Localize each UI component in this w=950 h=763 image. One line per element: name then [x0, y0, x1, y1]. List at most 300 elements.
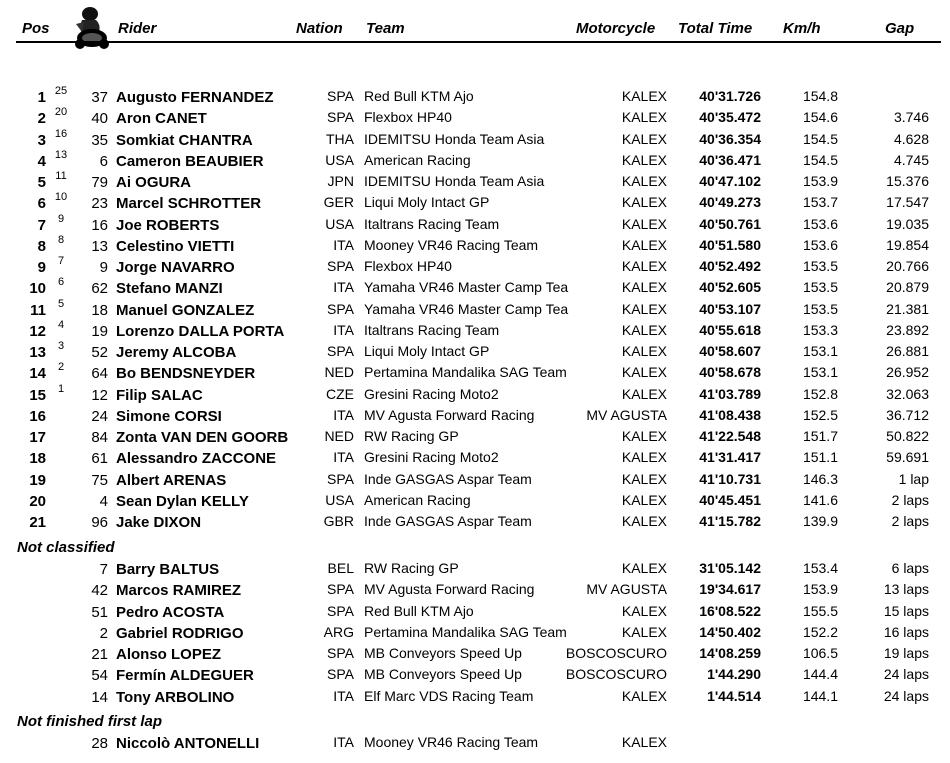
nation: USA	[325, 215, 354, 232]
rider-number: 42	[91, 582, 108, 600]
total-time: 40'36.471	[699, 151, 761, 168]
motorcycle: KALEX	[621, 364, 667, 381]
speed-kmh: 146.3	[802, 470, 838, 487]
rider-number: 64	[91, 365, 108, 383]
gap: 26.952	[886, 364, 929, 381]
speed-kmh: 154.6	[802, 109, 838, 126]
nation: ITA	[333, 734, 354, 750]
team-name: Inde GASGAS Aspar Team	[364, 513, 532, 529]
motorcycle: KALEX	[621, 513, 667, 529]
speed-kmh: 153.7	[802, 194, 838, 211]
rider-name: Fermín ALDEGUER	[116, 667, 254, 685]
gap: 15 laps	[883, 602, 929, 619]
points: 6	[57, 276, 65, 289]
rider-name: Celestino VIETTI	[116, 237, 235, 255]
table-row	[0, 513, 950, 534]
nation: THA	[326, 130, 354, 147]
team-name: American Racing	[364, 491, 471, 508]
team-name: Italtrans Racing Team	[364, 321, 500, 338]
motorcycle: KALEX	[621, 321, 667, 338]
gap: 20.766	[886, 258, 929, 274]
total-time: 14'50.402	[699, 623, 761, 640]
header-gap: Gap	[885, 20, 915, 37]
team-name: Mooney VR46 Racing Team	[364, 236, 539, 253]
gap: 26.881	[886, 343, 929, 359]
rider-name: Bo BENDSNEYDER	[116, 365, 256, 383]
table-row	[0, 340, 950, 364]
table-row	[0, 471, 950, 492]
motorcycle: KALEX	[621, 470, 667, 487]
table-row	[0, 734, 950, 755]
rider-number: 35	[91, 131, 108, 149]
motorcycle: MV AGUSTA	[586, 406, 667, 423]
rider-name: Simone CORSI	[116, 407, 222, 425]
team-name: Pertamina Mandalika SAG Team	[364, 623, 567, 640]
rider-number: 9	[99, 259, 108, 276]
nation: SPA	[327, 470, 354, 487]
points: 9	[57, 212, 65, 225]
speed-kmh: 152.2	[802, 623, 838, 640]
total-time: 40'36.354	[699, 130, 761, 147]
position: 16	[29, 407, 46, 425]
total-time: 40'31.726	[699, 88, 761, 104]
table-row	[0, 233, 950, 258]
nation: ITA	[333, 406, 354, 423]
rider-number: 24	[91, 407, 108, 425]
total-time: 41'03.789	[699, 385, 761, 402]
table-row	[0, 645, 950, 666]
rider-name: Barry BALTUS	[116, 561, 220, 578]
team-name: IDEMITSU Honda Team Asia	[364, 130, 545, 147]
table-row	[0, 428, 950, 449]
gap: 3.746	[893, 109, 929, 126]
total-time: 40'45.451	[699, 491, 761, 508]
rider-name: Tony ARBOLINO	[116, 688, 235, 706]
team-name: Flexbox HP40	[364, 258, 452, 274]
total-time: 41'31.417	[699, 449, 761, 466]
gap: 2 laps	[891, 513, 929, 529]
rider-name: Filip SALAC	[116, 386, 203, 404]
rider-number: 37	[91, 89, 108, 106]
table-row	[0, 276, 950, 300]
points: 10	[54, 191, 68, 204]
nation: SPA	[327, 300, 354, 317]
team-name: Inde GASGAS Aspar Team	[364, 470, 532, 487]
total-time: 40'58.607	[699, 343, 761, 359]
team-name: Red Bull KTM Ajo	[364, 88, 474, 104]
gap: 50.822	[886, 428, 929, 444]
points: 7	[57, 255, 65, 267]
team-name: Pertamina Mandalika SAG Team	[364, 364, 567, 381]
motorcycle-rider-icon	[72, 4, 112, 52]
rider-name: Albert ARENAS	[116, 471, 227, 489]
motorcycle: KALEX	[621, 560, 667, 576]
motorcycle: KALEX	[621, 428, 667, 444]
motorcycle: KALEX	[621, 491, 667, 508]
gap: 13 laps	[883, 581, 929, 598]
table-row	[0, 170, 950, 194]
motorcycle: KALEX	[621, 734, 667, 750]
gap: 16 laps	[883, 623, 929, 640]
rider-number: 2	[99, 624, 108, 642]
position: 9	[37, 259, 46, 276]
rider-name: Ai OGURA	[116, 174, 191, 191]
header-nation: Nation	[296, 20, 343, 37]
rider-name: Jeremy ALCOBA	[116, 344, 237, 361]
speed-kmh: 153.5	[802, 300, 838, 317]
points: 13	[54, 148, 68, 161]
nation: SPA	[327, 602, 354, 619]
rider-number: 23	[91, 195, 108, 213]
section-label: Not classified	[17, 539, 115, 556]
nation: USA	[325, 491, 354, 508]
nation: ITA	[333, 449, 354, 466]
speed-kmh: 144.1	[802, 687, 838, 704]
nation: BEL	[327, 560, 354, 576]
total-time: 40'53.107	[699, 300, 761, 317]
gap: 24 laps	[883, 687, 929, 704]
total-time: 1'44.514	[707, 687, 761, 704]
rider-number: 6	[99, 152, 108, 170]
nation: ITA	[333, 321, 354, 338]
team-name: IDEMITSU Honda Team Asia	[364, 173, 545, 189]
gap: 6 laps	[891, 560, 929, 576]
table-row	[0, 361, 950, 385]
motorcycle: KALEX	[621, 173, 667, 189]
gap: 59.691	[886, 449, 929, 466]
total-time: 19'34.617	[699, 581, 761, 598]
rider-name: Manuel GONZALEZ	[116, 301, 255, 319]
points: 20	[54, 106, 68, 119]
position: 4	[37, 152, 46, 170]
team-name: Italtrans Racing Team	[364, 215, 500, 232]
rider-name: Lorenzo DALLA PORTA	[116, 322, 285, 340]
position: 17	[29, 429, 46, 446]
table-row	[0, 407, 950, 428]
team-name: Gresini Racing Moto2	[364, 449, 499, 466]
speed-kmh: 153.3	[802, 321, 838, 338]
points: 3	[57, 340, 65, 352]
table-row	[0, 603, 950, 624]
speed-kmh: 153.5	[802, 258, 838, 274]
team-name: Yamaha VR46 Master Camp Tea	[364, 300, 569, 317]
table-row	[0, 255, 950, 279]
rider-number: 12	[91, 386, 108, 404]
motorcycle: KALEX	[621, 130, 667, 147]
nation: SPA	[327, 666, 354, 683]
motorcycle: KALEX	[621, 236, 667, 253]
speed-kmh: 154.8	[802, 88, 838, 104]
rider-number: 84	[91, 429, 108, 446]
team-name: MV Agusta Forward Racing	[364, 581, 535, 598]
total-time: 14'08.259	[699, 645, 761, 661]
gap: 36.712	[886, 406, 929, 423]
rider-name: Aron CANET	[116, 110, 207, 128]
motorcycle: BOSCOSCURO	[565, 666, 667, 683]
rider-name: Joe ROBERTS	[116, 216, 220, 234]
position: 3	[37, 131, 46, 149]
team-name: RW Racing GP	[364, 428, 459, 444]
speed-kmh: 144.4	[802, 666, 838, 683]
speed-kmh: 152.5	[802, 406, 838, 423]
team-name: Mooney VR46 Racing Team	[364, 734, 539, 750]
speed-kmh: 153.6	[802, 215, 838, 232]
rider-name: Gabriel RODRIGO	[116, 624, 244, 642]
gap: 23.892	[886, 321, 929, 338]
table-row	[0, 560, 950, 581]
total-time: 40'49.273	[699, 194, 761, 211]
position: 14	[29, 365, 46, 383]
table-row	[0, 106, 950, 130]
gap: 1 lap	[898, 470, 929, 487]
total-time: 31'05.142	[699, 560, 761, 576]
motorcycle: KALEX	[621, 258, 667, 274]
total-time: 41'10.731	[699, 470, 761, 487]
speed-kmh: 154.5	[802, 130, 838, 147]
points: 8	[57, 233, 65, 246]
speed-kmh: 151.1	[802, 449, 838, 466]
nation: CZE	[326, 385, 354, 402]
speed-kmh: 153.6	[802, 236, 838, 253]
total-time: 40'55.618	[699, 321, 761, 338]
gap: 32.063	[886, 385, 929, 402]
total-time: 40'47.102	[699, 173, 761, 189]
speed-kmh: 153.1	[802, 343, 838, 359]
position: 11	[30, 301, 46, 319]
total-time: 40'52.492	[699, 258, 761, 274]
speed-kmh: 151.7	[802, 428, 838, 444]
team-name: RW Racing GP	[364, 560, 459, 576]
motorcycle: KALEX	[621, 385, 667, 402]
position: 12	[29, 322, 46, 340]
speed-kmh: 153.1	[802, 364, 838, 381]
rider-name: Niccolò ANTONELLI	[116, 735, 260, 752]
points: 16	[54, 127, 68, 140]
header-divider	[16, 41, 941, 43]
total-time: 41'22.548	[699, 428, 761, 444]
position: 2	[37, 110, 46, 128]
rider-number: 7	[99, 561, 108, 578]
motorcycle: KALEX	[621, 300, 667, 317]
team-name: Gresini Racing Moto2	[364, 385, 499, 402]
header-pos: Pos	[22, 20, 50, 37]
rider-name: Stefano MANZI	[116, 280, 223, 298]
rider-number: 96	[91, 514, 108, 531]
gap: 24 laps	[883, 666, 929, 683]
position: 18	[29, 450, 46, 468]
speed-kmh: 152.8	[802, 385, 838, 402]
team-name: Flexbox HP40	[364, 109, 452, 126]
speed-kmh: 154.5	[802, 151, 838, 168]
position: 5	[37, 174, 46, 191]
total-time: 40'58.678	[699, 364, 761, 381]
rider-name: Cameron BEAUBIER	[116, 152, 264, 170]
position: 1	[37, 89, 46, 106]
points: 4	[57, 318, 65, 331]
table-row	[0, 191, 950, 215]
motorcycle: KALEX	[621, 88, 667, 104]
section-label: Not finished first lap	[17, 713, 163, 730]
position: 15	[29, 386, 46, 404]
total-time: 40'51.580	[699, 236, 761, 253]
table-row	[0, 449, 950, 470]
total-time: 40'35.472	[699, 109, 761, 126]
gap: 4.745	[893, 151, 929, 168]
rider-number: 16	[91, 216, 108, 234]
rider-name: Zonta VAN DEN GOORB	[116, 429, 289, 446]
nation: SPA	[327, 109, 354, 126]
rider-name: Marcel SCHROTTER	[116, 195, 262, 213]
team-name: Liqui Moly Intact GP	[364, 194, 490, 211]
team-name: MB Conveyors Speed Up	[364, 666, 522, 683]
total-time: 1'44.290	[707, 666, 761, 683]
rider-number: 54	[91, 667, 108, 685]
rider-name: Jorge NAVARRO	[116, 259, 235, 276]
points: 5	[57, 297, 65, 310]
rider-number: 21	[91, 646, 108, 663]
nation: GER	[323, 194, 354, 211]
rider-name: Alonso LOPEZ	[116, 646, 221, 663]
position: 13	[29, 344, 46, 361]
nation: GBR	[323, 513, 354, 529]
rider-number: 75	[91, 471, 108, 489]
rider-name: Alessandro ZACCONE	[116, 450, 277, 468]
motorcycle: KALEX	[621, 343, 667, 359]
motorcycle: KALEX	[621, 151, 667, 168]
table-row	[0, 492, 950, 513]
team-name: MV Agusta Forward Racing	[364, 406, 535, 423]
rider-name: Pedro ACOSTA	[116, 603, 225, 621]
team-name: Yamaha VR46 Master Camp Tea	[364, 279, 569, 296]
points: 1	[57, 382, 65, 395]
motorcycle: MV AGUSTA	[586, 581, 667, 598]
position: 21	[29, 514, 46, 531]
motorcycle: KALEX	[621, 687, 667, 704]
table-row	[0, 148, 950, 173]
table-row	[0, 297, 950, 322]
table-row	[0, 212, 950, 237]
header-total-time: Total Time	[678, 20, 753, 37]
header-motorcycle: Motorcycle	[576, 20, 656, 37]
table-row	[0, 666, 950, 687]
nation: SPA	[327, 343, 354, 359]
rider-name: Marcos RAMIREZ	[116, 582, 242, 600]
motorcycle: KALEX	[621, 449, 667, 466]
speed-kmh: 153.4	[802, 560, 838, 576]
total-time: 41'08.438	[699, 406, 761, 423]
total-time: 16'08.522	[699, 602, 761, 619]
motorcycle: KALEX	[621, 194, 667, 211]
total-time: 40'50.761	[699, 215, 761, 232]
table-row	[0, 688, 950, 709]
position: 19	[29, 471, 46, 489]
header-kmh: Km/h	[783, 20, 821, 37]
gap: 17.547	[886, 194, 929, 211]
nation: SPA	[327, 581, 354, 598]
points: 11	[55, 170, 67, 182]
speed-kmh: 153.5	[802, 279, 838, 296]
motorcycle: KALEX	[621, 109, 667, 126]
rider-number: 51	[91, 603, 108, 621]
gap: 15.376	[886, 173, 929, 189]
rider-number: 14	[91, 688, 108, 706]
rider-name: Somkiat CHANTRA	[116, 131, 253, 149]
gap: 19.035	[886, 215, 929, 232]
team-name: American Racing	[364, 151, 471, 168]
position: 20	[29, 492, 46, 510]
rider-number: 61	[91, 450, 108, 468]
header-rider: Rider	[118, 20, 157, 37]
team-name: Elf Marc VDS Racing Team	[364, 687, 534, 704]
nation: NED	[324, 428, 354, 444]
gap: 2 laps	[891, 491, 929, 508]
table-row	[0, 85, 950, 109]
speed-kmh: 141.6	[802, 491, 838, 508]
motorcycle: KALEX	[621, 602, 667, 619]
motorcycle: KALEX	[621, 279, 667, 296]
rider-number: 28	[91, 735, 108, 752]
nation: USA	[325, 151, 354, 168]
gap: 21.381	[886, 300, 929, 317]
rider-number: 79	[91, 174, 108, 191]
table-row	[0, 127, 950, 152]
total-time: 40'52.605	[699, 279, 761, 296]
table-row	[0, 382, 950, 407]
position: 6	[37, 195, 46, 213]
table-row	[0, 318, 950, 343]
table-row	[0, 581, 950, 602]
nation: SPA	[327, 645, 354, 661]
speed-kmh: 153.9	[802, 581, 838, 598]
position: 10	[29, 280, 46, 298]
position: 7	[37, 216, 46, 234]
rider-number: 13	[91, 237, 108, 255]
team-name: Liqui Moly Intact GP	[364, 343, 490, 359]
nation: ITA	[333, 236, 354, 253]
rider-number: 18	[91, 301, 108, 319]
team-name: MB Conveyors Speed Up	[364, 645, 522, 661]
rider-number: 62	[91, 280, 108, 298]
speed-kmh: 153.9	[802, 173, 838, 189]
nation: ARG	[323, 623, 354, 640]
header-team: Team	[366, 20, 405, 37]
gap: 20.879	[886, 279, 929, 296]
nation: ITA	[333, 687, 354, 704]
rider-number: 19	[91, 322, 108, 340]
points: 25	[54, 85, 68, 97]
total-time: 41'15.782	[699, 513, 761, 529]
rider-number: 40	[91, 110, 108, 128]
motorcycle: BOSCOSCURO	[565, 645, 667, 661]
team-name: Red Bull KTM Ajo	[364, 602, 474, 619]
gap: 4.628	[893, 130, 929, 147]
nation: SPA	[327, 88, 354, 104]
rider-number: 4	[99, 492, 108, 510]
speed-kmh: 139.9	[802, 513, 838, 529]
nation: ITA	[333, 279, 354, 296]
motorcycle: KALEX	[621, 215, 667, 232]
speed-kmh: 155.5	[802, 602, 838, 619]
nation: NED	[324, 364, 354, 381]
motorcycle: KALEX	[621, 623, 667, 640]
rider-name: Augusto FERNANDEZ	[116, 89, 274, 106]
nation: SPA	[327, 258, 354, 274]
speed-kmh: 106.5	[802, 645, 838, 661]
rider-number: 52	[91, 344, 108, 361]
rider-name: Sean Dylan KELLY	[116, 492, 249, 510]
rider-name: Jake DIXON	[116, 514, 202, 531]
gap: 19 laps	[883, 645, 929, 661]
